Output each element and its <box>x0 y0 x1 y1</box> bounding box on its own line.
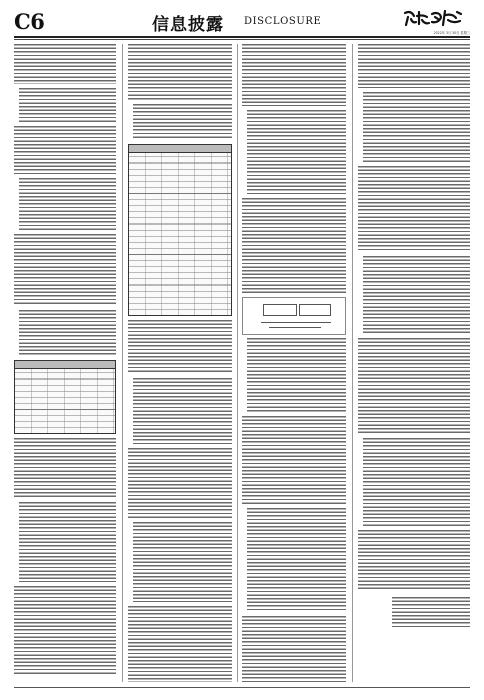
article-column-4 <box>358 44 470 682</box>
body-text-block <box>363 438 470 526</box>
body-text-block <box>133 522 232 602</box>
section-title: 信息披露 <box>152 15 224 35</box>
body-text-block <box>363 92 470 162</box>
body-text-block <box>14 438 116 498</box>
body-text-block <box>19 310 116 356</box>
body-text-block <box>247 508 346 612</box>
table-header <box>15 361 115 369</box>
newspaper-logo-icon <box>402 8 464 28</box>
header-rule <box>14 36 470 38</box>
article-column-3 <box>242 44 346 682</box>
body-text-block <box>247 338 346 412</box>
body-text-block <box>242 198 346 294</box>
header-rule-thin <box>14 39 470 40</box>
data-table <box>14 360 116 434</box>
column-divider <box>352 44 353 682</box>
structure-diagram <box>242 297 346 335</box>
body-text-block <box>14 44 116 84</box>
body-text-block <box>14 126 116 174</box>
body-text-block <box>19 88 116 122</box>
body-text-block <box>128 606 232 682</box>
body-text-block <box>133 104 232 140</box>
body-text-block <box>358 166 470 252</box>
body-text-block <box>19 502 116 582</box>
footer-rule <box>14 687 470 688</box>
body-text-block <box>128 320 232 374</box>
diagram-node <box>263 304 297 316</box>
section-subtitle: DISCLOSURE <box>244 16 322 27</box>
column-divider <box>237 44 238 682</box>
diagram-connector <box>261 322 331 323</box>
column-divider <box>122 44 123 682</box>
body-text-block <box>14 234 116 306</box>
article-column-2 <box>128 44 232 682</box>
masthead-meta: 2022年 3月 30日 星期三 <box>433 31 470 35</box>
body-text-block <box>242 44 346 106</box>
page-number: C6 <box>14 9 45 34</box>
diagram-connector <box>269 327 321 328</box>
data-table <box>128 144 232 316</box>
diagram-node <box>299 304 331 316</box>
body-text-block <box>19 178 116 230</box>
body-text-block <box>247 110 346 194</box>
signature-block <box>358 597 470 627</box>
body-text-block <box>133 378 232 444</box>
body-text-block <box>358 530 470 590</box>
body-text-block <box>128 44 232 100</box>
body-text-block <box>14 586 116 676</box>
table-header <box>129 145 231 153</box>
body-text-block <box>358 338 470 434</box>
body-text-block <box>363 256 470 334</box>
signature-text <box>392 597 470 627</box>
body-text-block <box>128 448 232 518</box>
body-text-block <box>242 616 346 682</box>
body-text-block <box>242 416 346 504</box>
body-text-block <box>358 44 470 88</box>
article-column-1 <box>14 44 116 682</box>
